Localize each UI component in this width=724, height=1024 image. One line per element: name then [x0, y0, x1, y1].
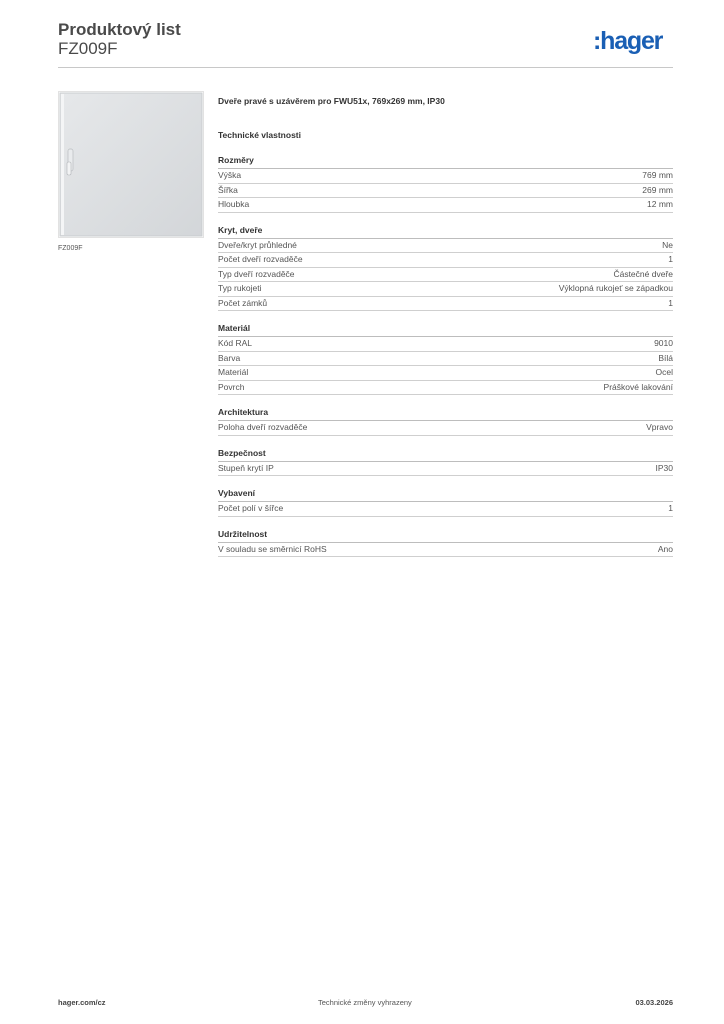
product-description: Dveře pravé s uzávěrem pro FWU51x, 769x269 mm, IP30 — [218, 96, 445, 106]
spec-row — [218, 297, 673, 312]
spec-label: Povrch — [218, 381, 245, 392]
spec-content — [218, 96, 673, 557]
spec-label: Výška — [218, 170, 242, 180]
footer-note: Technické změny vyhrazeny — [318, 998, 412, 1007]
spec-value: 9010 — [654, 338, 673, 348]
spec-value: 769 mm — [642, 170, 673, 180]
technical-properties-heading: Technické vlastnosti — [218, 130, 301, 140]
spec-label: Počet dveří rozvaděče — [218, 254, 303, 264]
spec-label: Stupeň krytí IP — [218, 462, 274, 473]
spec-sections — [218, 155, 673, 557]
section-title: Kryt, dveře — [218, 225, 673, 239]
spec-section — [218, 155, 673, 213]
section-title: Bezpečnost — [218, 448, 673, 462]
spec-label: Hloubka — [218, 199, 250, 209]
spec-section — [218, 323, 673, 395]
spec-label: Šířka — [218, 184, 238, 195]
spec-section — [218, 225, 673, 312]
logo-text: :hager — [593, 27, 663, 55]
spec-label: V souladu se směrnicí RoHS — [218, 543, 327, 554]
spec-row — [218, 282, 673, 297]
product-code: FZ009F — [58, 39, 118, 58]
spec-label: Materiál — [218, 367, 249, 377]
header-divider — [58, 67, 673, 68]
spec-row — [218, 239, 673, 254]
spec-row — [218, 543, 673, 558]
spec-value: Částečné dveře — [613, 268, 673, 279]
section-title: Architektura — [218, 407, 673, 421]
spec-label: Poloha dveří rozvaděče — [218, 422, 308, 432]
door-panel-illustration — [59, 92, 203, 237]
spec-section — [218, 488, 673, 517]
spec-value: Bílá — [658, 352, 673, 363]
spec-label: Barva — [218, 352, 241, 363]
spec-row — [218, 421, 673, 436]
product-image — [58, 91, 204, 238]
spec-row — [218, 169, 673, 184]
spec-label: Počet zámků — [218, 297, 268, 308]
spec-row — [218, 381, 673, 396]
spec-value: Vpravo — [646, 422, 673, 432]
spec-value: Práškové lakování — [603, 381, 673, 392]
section-title: Udržitelnost — [218, 529, 673, 543]
spec-label: Typ dveří rozvaděče — [218, 268, 295, 279]
spec-value: 12 mm — [647, 199, 673, 209]
spec-row — [218, 337, 673, 352]
spec-row — [218, 366, 673, 381]
spec-value: Ano — [657, 543, 673, 554]
spec-row — [218, 462, 673, 477]
spec-section — [218, 529, 673, 558]
spec-row — [218, 502, 673, 517]
spec-section — [218, 448, 673, 477]
spec-value: 1 — [668, 254, 673, 264]
page-title: Produktový list — [58, 20, 181, 39]
spec-label: Počet polí v šířce — [218, 503, 284, 513]
spec-label: Typ rukojeti — [218, 283, 262, 293]
spec-value: IP30 — [655, 462, 673, 473]
hager-logo — [593, 26, 673, 56]
spec-row — [218, 184, 673, 199]
spec-row — [218, 198, 673, 213]
spec-row — [218, 268, 673, 283]
spec-value: 269 mm — [642, 184, 673, 195]
spec-value: 1 — [668, 297, 673, 308]
spec-value: Ne — [662, 239, 673, 250]
spec-row — [218, 352, 673, 367]
door-handle-icon — [67, 149, 73, 175]
spec-value: Ocel — [655, 367, 673, 377]
section-title: Vybavení — [218, 488, 673, 502]
spec-row — [218, 253, 673, 268]
footer-date: 03.03.2026 — [635, 998, 673, 1007]
spec-label: Kód RAL — [218, 338, 253, 348]
image-caption: FZ009F — [58, 245, 83, 252]
section-title: Rozměry — [218, 155, 673, 169]
spec-value: 1 — [668, 503, 673, 513]
spec-section — [218, 407, 673, 436]
spec-label: Dveře/kryt průhledné — [218, 239, 297, 250]
spec-value: Výklopná rukojeť se západkou — [558, 283, 673, 293]
footer-website: hager.com/cz — [58, 998, 106, 1007]
section-title: Materiál — [218, 323, 673, 337]
